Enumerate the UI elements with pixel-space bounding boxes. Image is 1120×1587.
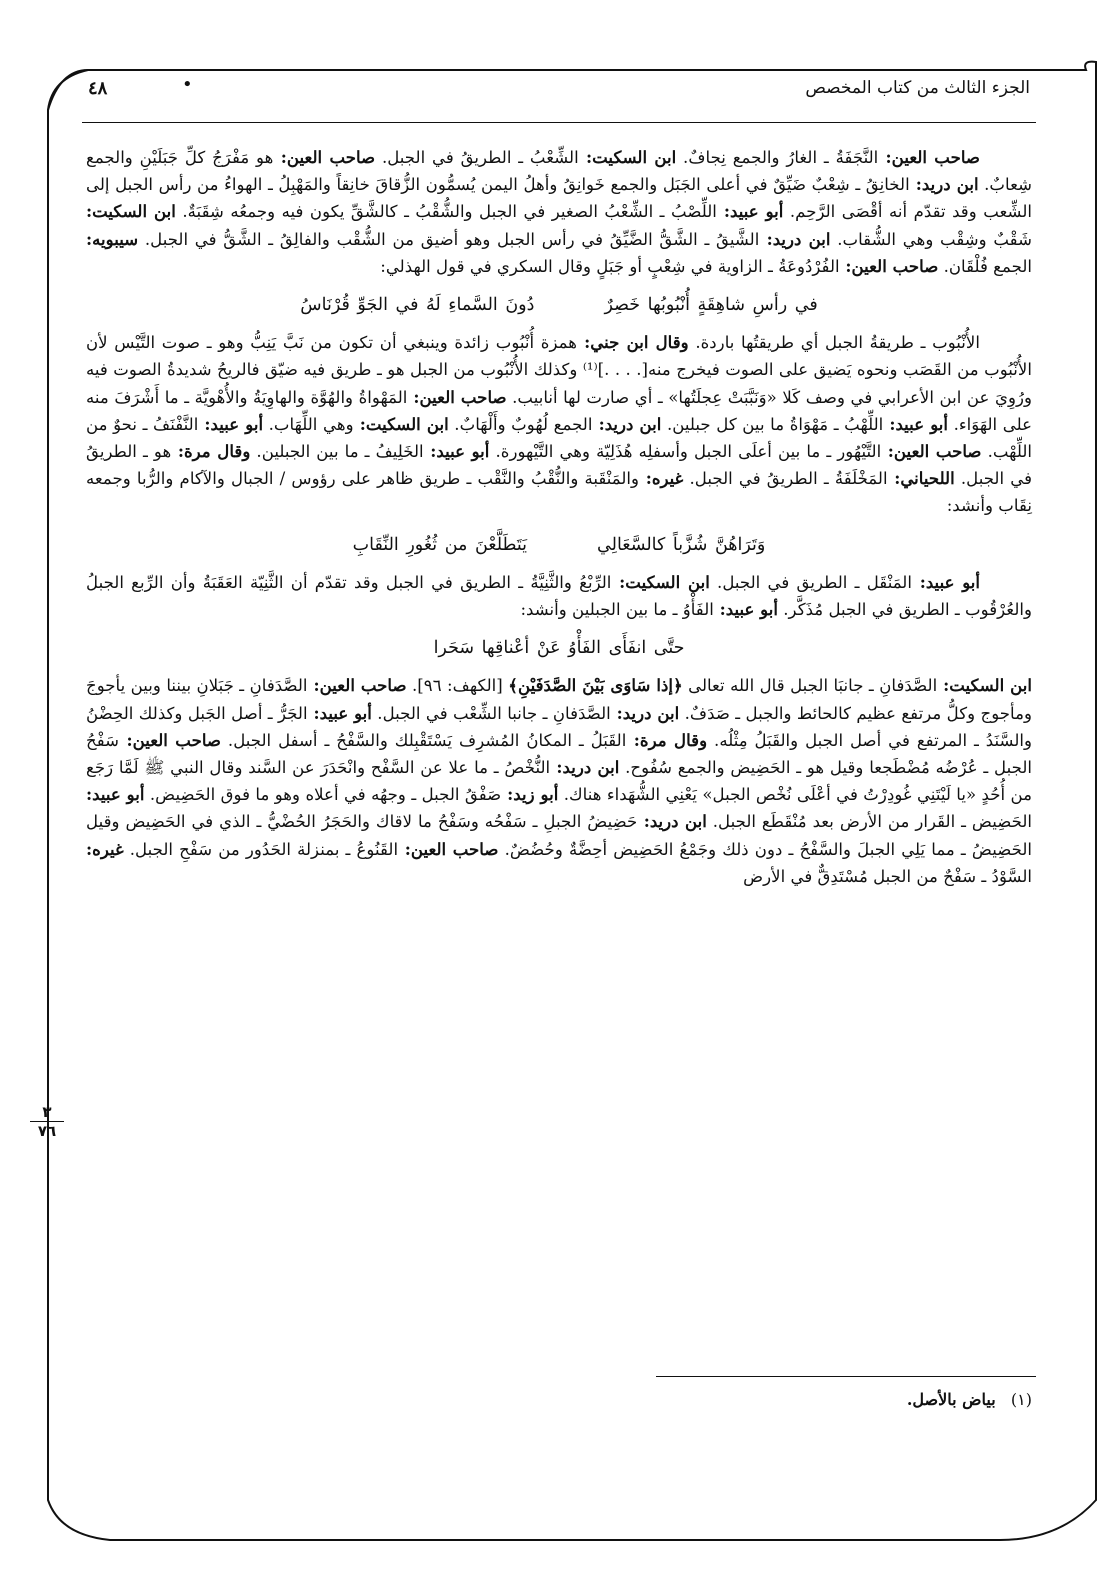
source-name: أبو عبيد: <box>198 413 264 434</box>
text-run: هو ـ الطريقُ في الجبل. <box>86 442 1033 489</box>
source-name: غيره: <box>86 838 124 859</box>
source-name: أبو عبيد: <box>911 571 981 592</box>
page <box>66 68 1056 1508</box>
source-name: سيبويه: <box>86 228 139 249</box>
verse-first-hemistich: في رأسِ شاهِقَةٍ أُنْبُوبُها خَصِرٌ <box>604 295 818 316</box>
text-run: اللِّهْبُ ـ مَهْوَاةُ ما بين كل جبلين. <box>661 414 884 434</box>
text-run: المَخْلَفَةُ ـ الطريقُ في الجبل. <box>683 469 888 489</box>
header-separator: • <box>182 74 193 95</box>
text-run: همزة أُنْبُوب زائدة وينبغي أن تكون من نَبَّ يَنِبُّ وهو ـ صوت التَّيْس لأن الأُنْبُوب من القَصَب ونحوه يَضيق على الصوت فيخرج منه[. . . .]⁽¹⁾ وكذلك الأُنْبُوب من الجبل هو ـ طريق فيه ضيّق فالريحُ شديدةُ الصوت فيه ورُوِيَ عن ابن الأعرابي في وصف كَلا «وَنَبَّبَتْ عِجلَتُها» ـ أي صارت لها أنابيب. <box>86 333 1032 407</box>
text-run: النَّفْنَفُ ـ نحوٌ من اللِّهْب. <box>86 414 1032 462</box>
verse <box>86 635 1032 662</box>
paragraph <box>86 329 1032 519</box>
text-run: الجمع لُهُوبٌ وأَلْهَابٌ. <box>448 414 593 434</box>
verse-second-hemistich: يَتَطَلَّعْنَ من ثُغُورِ النِّقَابِ <box>352 534 528 555</box>
source-name: صاحب العين: <box>398 838 499 859</box>
source-name: وقال مرة: <box>171 441 251 462</box>
source-name: صاحب العين: <box>307 675 407 696</box>
text-run: حَضِيضُ الجبلِ ـ سَفْحُه وسَفْحُ ما لاقاك والحَجَرُ الحُضْيُّ ـ الذي في الحَضِيض وقيل الحَضِيضُ ـ مما يَلِي الجبلَ والسَّفْحُ ـ دون ذلك وجَمْعُ الحَضِيض أحِضَّةٌ وحُضُضٌ. <box>86 812 1033 859</box>
source-name: صاحب العين: <box>407 386 507 407</box>
text-run: الفُرْدُوعَةُ ـ الزاوية في شِعْبٍ أو جَبَلٍ وقال السكري في قول الهذلي: <box>380 256 840 276</box>
text-run: المَهْواةُ والهُوَّة والهاوِيَةُ والأُهْويَّة ـ ما أَشْرَفَ منه على الهَوَاء. <box>86 387 1032 434</box>
source-name: ابن السكيت: <box>353 413 449 434</box>
text-run: القَبَلُ ـ المكانُ المُشرِف يَسْتَقْبِلك والسَّفْحُ ـ أسفل الجبل. <box>221 730 627 750</box>
running-header <box>66 74 1056 104</box>
source-name: ابن السكيت: <box>937 675 1032 696</box>
footnote-text: بياض بالأصل. <box>906 1390 996 1409</box>
text-run: الصَّدَفانِ ـ جانبا الشِّعْب في الجبل. <box>371 703 611 723</box>
margin-ref-page: ٧٦ <box>30 1121 64 1140</box>
text-run: الصَّدَفانِ ـ جانبَا الجبل قال الله تعالى <box>682 676 938 696</box>
source-name: ابن السكيت: <box>578 147 677 167</box>
text-run: شَقْبٌ وشِقْب وهي الشُّقاب. <box>830 229 1032 249</box>
source-name: ابن دريد: <box>592 413 662 434</box>
page-number: ٤٨ <box>88 78 108 99</box>
text-run: الأُنْبُوب ـ طريقةُ الجبل أي طريقتُها باردة. <box>688 333 980 353</box>
source-name: أبو عبيد: <box>86 784 145 805</box>
source-name: وقال ابن جني: <box>577 332 689 353</box>
text-run: القَنُوعُ ـ بمنزلة الحَدُور من سَفْحِ الجبل. <box>123 839 399 859</box>
margin-ref-volume: ٣ <box>42 1103 52 1121</box>
main-text <box>86 144 1032 890</box>
text-run: الشِّعْبُ ـ الطريقُ في الجبل. <box>375 148 579 167</box>
source-name: أبو عبيد: <box>713 599 778 620</box>
text-run: الرِّبْعُ والثَّنِيَّةُ ـ الطريق في الجبل وقد تقدّم أن الثَّنِيّة العَقَبَةُ وأن الرِّبع الجبلُ والعُرْقُوب ـ الطريق في الجبل مُذَكَّر. <box>86 572 1032 620</box>
text-run: والمَنْقَبة والنُّقْبُ والنَّقْب ـ طريق ظاهر على رؤوس / الجبال والآكام والرُّبا وجمعه نِقَاب وأنشد: <box>86 469 1032 516</box>
text-run: الجمع فُلْقَان. <box>938 256 1032 276</box>
margin-page-reference <box>30 1103 64 1140</box>
text-run: سَفْحُ الجبل ـ عُرْضُه مُضْطَجعا وقيل هو ـ الحَضِيض والجمع سُفُوح. <box>86 730 1032 778</box>
source-name: ابن دريد: <box>909 174 979 195</box>
source-name: ابن السكيت: <box>611 571 710 592</box>
verse-single-line: حتَّى انفَأَى الفَأْوُ عَنْ أعْناقِها سَحَرا <box>433 638 685 659</box>
text-run: الحَضِيض ـ القَرار من الأرض بعد مُنْقَطَع الجبل. <box>706 812 1032 832</box>
text-run: التَّيْهُور ـ ما بين أعلَى الجبل وأسفلِه هُذَلِيّة وهي التَّيْهورة. <box>489 442 882 462</box>
source-name: ﴿إذا سَاوَى بَيْنَ الصَّدَفَيْنِ﴾ <box>508 675 683 696</box>
source-name: ابن دريد: <box>550 757 620 778</box>
header-rule <box>82 122 1036 123</box>
source-name: صاحب العين: <box>273 147 376 167</box>
verse-second-hemistich: دُونَ السَّماءِ لَهُ في الجَوِّ قُرْنَاسُ <box>300 295 535 316</box>
verse-first-hemistich: وَتَرَاهُنَّ شُزَّباً كالسَّعَالِي <box>597 534 766 555</box>
text-run: السَّوْدُ ـ سَفْحٌ من الجبل مُسْتَدِقٌّ في الأرض <box>743 866 1032 886</box>
text-run: وهي اللِّهَاب. <box>263 414 354 434</box>
source-name: صاحب العين: <box>878 147 981 167</box>
source-name: صاحب العين: <box>881 441 982 462</box>
source-name: أبو عبيد: <box>883 413 948 434</box>
source-name: صاحب العين: <box>119 729 221 750</box>
text-run: الصَّدَفانِ ـ جَبَلانِ بيننا وبين يأجوجَ ومأجوج وكلُّ مرتفع عظيم كالحائط والجبل ـ صَدَفٌ. <box>86 676 1032 723</box>
text-run: الجَرُّ ـ أصل الجَبل وكذلك الحِضْنُ والسَّنَدُ ـ المرتفع في أصل الجبل والقَبَلُ مِثْلُه. <box>86 703 1033 750</box>
source-name: صاحب العين: <box>839 255 939 276</box>
text-run: [الكهف: ٩٦]. <box>406 676 509 696</box>
source-name: أبو زيد: <box>501 784 559 805</box>
source-name: وقال مرة: <box>626 729 708 750</box>
text-run: النَّجَفَةُ ـ الغارُ والجمع نِجافٌ. <box>676 148 879 167</box>
text-run: الشَّيقُ ـ الشَّقُّ الضَّيِّقُ في رأس الجبل وهو أضيق من الشُّقْب والفالِقُ ـ الشَّقُّ في الجبل. <box>138 229 760 249</box>
source-name: أبو عبيد: <box>307 702 372 723</box>
text-run: الفَأْوُ ـ ما بين الجبلين وأنشد: <box>520 600 714 620</box>
header-title: الجزء الثالث من كتاب المخصص <box>805 78 1030 98</box>
source-name: ابن دريد: <box>610 702 680 723</box>
source-name: ابن دريد: <box>637 811 707 832</box>
text-run: هو مَفْرَجُ كلِّ جَبَلَيْنِ والجمع شِعابٌ. <box>86 148 1032 195</box>
source-name: أبو عبيد: <box>423 441 490 462</box>
source-name: ابن دريد: <box>759 228 831 249</box>
text-run: النُّخْصُ ـ ما علا عن السَّفْح وانْحَدَرَ عن السَّند وقال النبي ﷺ لَمَّا رَجَع من أُحُدٍ «يا لَيْتَنِي غُودِرْتُ في أعْلَى نُخْص الجبل» يَعْنِي الشُّهَداء هناك. <box>86 758 1032 805</box>
paragraph <box>86 144 1032 280</box>
source-name: ابن السكيت: <box>86 201 176 222</box>
text-run: المَنْقَل ـ الطريق في الجبل. <box>709 572 912 592</box>
text-run: صَفْقُ الجبل ـ وجهُه في أعلاه وهو ما فوق الحَضِيض. <box>144 785 502 805</box>
source-name: اللحياني: <box>887 468 955 489</box>
footnote-separator <box>656 1376 1036 1377</box>
source-name: أبو عبيد: <box>716 201 784 222</box>
verse <box>86 532 1032 559</box>
paragraph <box>86 569 1032 623</box>
paragraph <box>86 672 1032 890</box>
text-run: الخَلِيفُ ـ ما بين الجبلين. <box>250 442 424 462</box>
footnote <box>907 1390 1032 1409</box>
source-name: غيره: <box>639 468 684 489</box>
verse <box>86 292 1032 319</box>
text-run: الخانِقُ ـ شِعْبٌ ضَيِّقٌ في أعلى الجَبَل والجمع خَوانِقُ وأهلُ اليمن يُسمُّون الزُّقاقَ خانِقاً والمَهْبِلُ ـ الهواءُ من رأس الجبل إلى الشِّعب وقد تقدّم أنه أقْصَى الرَّحِم. <box>86 175 1032 222</box>
footnote-marker: (١) <box>1010 1390 1032 1409</box>
text-run: اللِّصْبُ ـ الشِّعْبُ الصغير في الجبل والشُّقْبُ ـ كالشَّقِّ يكون فيه وجمعُه شِقَبَةٌ. <box>175 202 717 222</box>
